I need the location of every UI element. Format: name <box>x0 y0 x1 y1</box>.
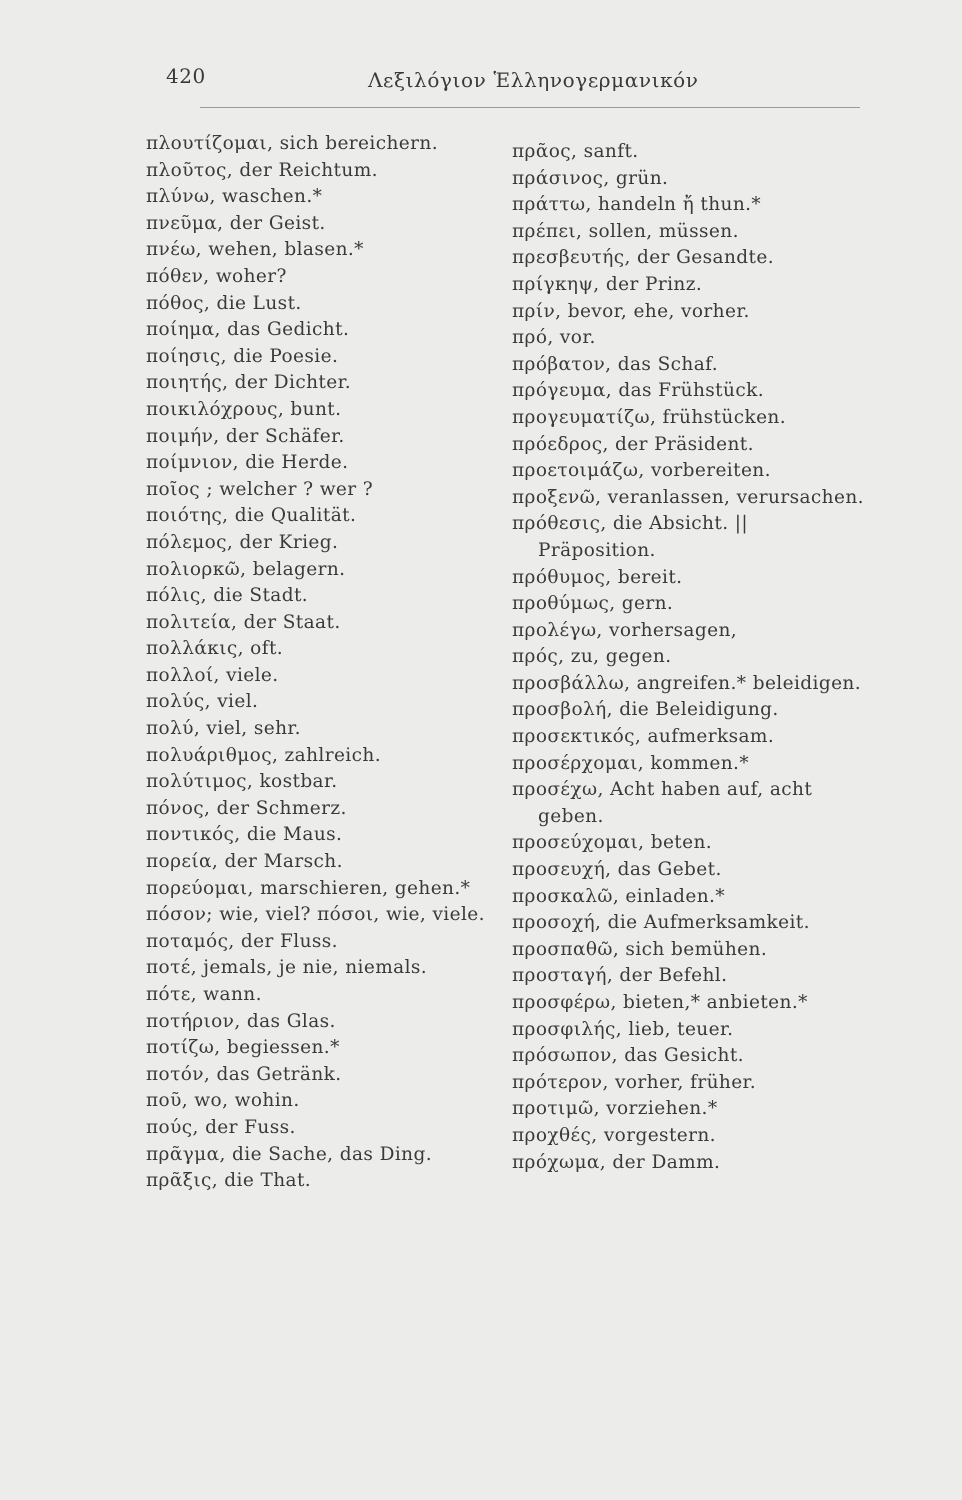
dictionary-entry: ποτίζω, begiessen.* <box>146 1037 340 1059</box>
dictionary-entry: προετοιμάζω, vorbereiten. <box>512 460 771 482</box>
dictionary-entry: πόθος, die Lust. <box>146 292 302 314</box>
dictionary-entry: ποντικός, die Maus. <box>146 824 343 846</box>
dictionary-entry: ποτέ, jemals, je nie, niemals. <box>146 957 428 979</box>
dictionary-entry: ποῖος ; welcher ? wer ? <box>146 478 374 500</box>
header-rule <box>200 107 860 108</box>
dictionary-entry: προσβολή, die Beleidigung. <box>512 699 779 721</box>
dictionary-entry: προσέχω, Acht haben auf, acht geben. <box>512 779 813 827</box>
dictionary-entry: πορεύομαι, marschieren, gehen.* <box>146 877 471 899</box>
dictionary-entry: προσεκτικός, aufmerksam. <box>512 726 775 748</box>
dictionary-entry: ποίησις, die Poesie. <box>146 345 339 367</box>
dictionary-entry: πούς, der Fuss. <box>146 1116 296 1138</box>
dictionary-entry: πρίν, bevor, ehe, vorher. <box>512 300 750 322</box>
dictionary-entry: πνέω, wehen, blasen.* <box>146 239 364 261</box>
left-column <box>146 131 491 1195</box>
dictionary-entry: ποίημα, das Gedicht. <box>146 319 350 341</box>
dictionary-entry: πολυάριθμος, zahlreich. <box>146 744 381 766</box>
right-column <box>512 139 867 1176</box>
dictionary-entry: προσεύχομαι, beten. <box>512 832 713 854</box>
dictionary-entry: προσφιλής, lieb, teuer. <box>512 1018 734 1040</box>
dictionary-entry: προσφέρω, bieten,* anbieten.* <box>512 992 808 1013</box>
dictionary-entry: πολιτεία, der Staat. <box>146 611 341 633</box>
dictionary-entry: πρίγκηψ, der Prinz. <box>512 273 703 295</box>
dictionary-entry: προσταγή, der Befehl. <box>512 965 728 987</box>
dictionary-entry: πρόχωμα, der Damm. <box>512 1151 721 1173</box>
dictionary-entry: πρόθυμος, bereit. <box>512 566 683 588</box>
dictionary-entry: προλέγω, vorhersagen, <box>512 619 738 641</box>
dictionary-entry: πρέπει, sollen, müssen. <box>512 220 739 242</box>
dictionary-entry: πότε, wann. <box>146 984 262 1005</box>
dictionary-entry: πρόβατον, das Schaf. <box>512 353 719 375</box>
dictionary-entry: πράσινος, grün. <box>512 167 669 189</box>
dictionary-entry: προσοχή, die Aufmerksamkeit. <box>512 912 810 934</box>
dictionary-entry: ποτόν, das Getränk. <box>146 1063 342 1085</box>
dictionary-entry: πρόεδρος, der Präsident. <box>512 433 754 455</box>
dictionary-entry: προχθές, vorgestern. <box>512 1124 716 1146</box>
dictionary-entry: προσκαλῶ, einladen.* <box>512 885 725 907</box>
dictionary-entry: πλουτίζομαι, sich bereichern. <box>146 133 438 154</box>
dictionary-entry: προσέρχομαι, kommen.* <box>512 752 749 774</box>
dictionary-entry: προτιμῶ, vorziehen.* <box>512 1098 718 1120</box>
running-head: Λεξιλόγιον Ἑλληνογερμανικόν <box>368 68 699 92</box>
dictionary-entry: ποιητής, der Dichter. <box>146 372 352 394</box>
dictionary-entry: πόθεν, woher? <box>146 265 287 287</box>
dictionary-entry: πρᾶγμα, die Sache, das Ding. <box>146 1143 432 1165</box>
dictionary-entry: πολλοί, viele. <box>146 664 279 686</box>
dictionary-entry: πρός, zu, gegen. <box>512 646 672 668</box>
dictionary-entry: ποιμήν, der Schäfer. <box>146 425 345 447</box>
dictionary-entry: ποταμός, der Fluss. <box>146 930 338 952</box>
dictionary-entry: πρόγευμα, das Frühstück. <box>512 380 764 402</box>
dictionary-entry: πρόθεσις, die Absicht. || Präposition. <box>512 513 749 561</box>
dictionary-entry: πόνος, der Schmerz. <box>146 797 347 819</box>
dictionary-entry: ποικιλόχρους, bunt. <box>146 398 342 420</box>
dictionary-entry: πλύνω, waschen.* <box>146 186 323 208</box>
dictionary-entry: πρό, vor. <box>512 327 596 349</box>
dictionary-entry: πρόσωπον, das Gesicht. <box>512 1045 744 1067</box>
dictionary-entry: πνεῦμα, der Geist. <box>146 212 326 234</box>
dictionary-entry: πολύς, viel. <box>146 691 259 713</box>
dictionary-entry: ποῦ, wo, wohin. <box>146 1090 300 1112</box>
dictionary-entry: πορεία, der Marsch. <box>146 851 343 873</box>
dictionary-entry: πράττω, handeln ἤ thun.* <box>512 194 762 216</box>
dictionary-entry: πλοῦτος, der Reichtum. <box>146 159 378 181</box>
dictionary-entry: πόλις, die Stadt. <box>146 585 309 607</box>
dictionary-entry: πολιορκῶ, belagern. <box>146 558 346 580</box>
dictionary-entry: πολλάκις, oft. <box>146 638 284 660</box>
dictionary-entry: προθύμως, gern. <box>512 593 674 615</box>
dictionary-entry: ποτήριον, das Glas. <box>146 1010 336 1032</box>
page-number: 420 <box>166 64 206 88</box>
dictionary-entry: προσπαθῶ, sich bemühen. <box>512 938 768 960</box>
dictionary-entry: ποιότης, die Qualität. <box>146 505 357 527</box>
dictionary-entry: πρεσβευτής, der Gesandte. <box>512 247 774 269</box>
dictionary-entry: ποίμνιον, die Herde. <box>146 452 349 474</box>
dictionary-entry: προξενῶ, veranlassen, verursachen. <box>512 486 864 508</box>
dictionary-entry: πολύ, viel, sehr. <box>146 718 301 740</box>
dictionary-entry: προσβάλλω, angreifen.* beleidigen. <box>512 672 862 694</box>
dictionary-entry: προσευχή, das Gebet. <box>512 859 722 881</box>
dictionary-entry: πρότερον, vorher, früher. <box>512 1071 757 1093</box>
dictionary-entry: πόσον; wie, viel? πόσοι, wie, viele. <box>146 904 485 926</box>
dictionary-entry: πόλεμος, der Krieg. <box>146 531 339 553</box>
dictionary-entry: πρᾶξις, die That. <box>146 1170 312 1192</box>
dictionary-entry: πρᾶος, sanft. <box>512 141 639 162</box>
dictionary-entry: πολύτιμος, kostbar. <box>146 771 338 793</box>
dictionary-entry: προγευματίζω, frühstücken. <box>512 406 787 428</box>
